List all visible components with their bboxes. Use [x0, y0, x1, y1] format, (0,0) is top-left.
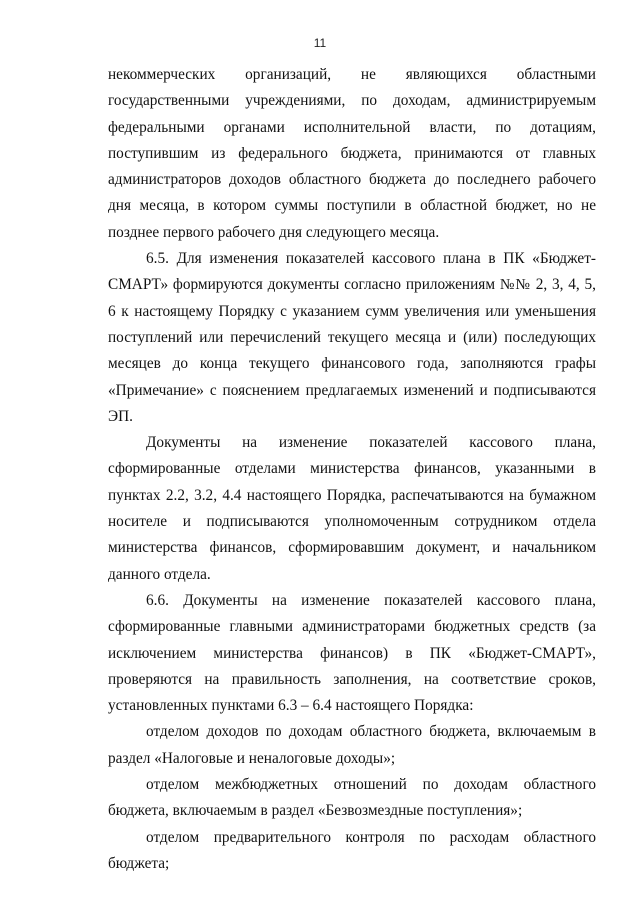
paragraph-6-6: 6.6. Документы на изменение показателей кассового плана, сформированные главными администраторами бюджетных средств (за исключением министерства финансов) в ПК «Бюджет-СМАРТ», проверяются на правильность заполнения, на соответствие сроков, установленных пунктами 6.3 – 6.4 настоящего Порядка: — [108, 591, 596, 715]
list-item-income-department: отделом доходов по доходам областного бюджета, включаемым в раздел «Налоговые и неналоговые доходы»; — [108, 723, 596, 767]
list-item-preliminary-control-department: отделом предварительного контроля по расходам областного бюджета; — [108, 828, 596, 872]
paragraph-6-5: 6.5. Для изменения показателей кассового плана в ПК «Бюджет-СМАРТ» формируются документы согласно приложениям №№ 2, 3, 4, 5, 6 к настоящему Порядку с указанием сумм увеличения или уменьшения поступлений или перечислений текущего месяца и (или) последующих месяцев до конца текущего финансового года, заполняются графы «Примечание» с пояснением предлагаемых изменений и подписываются ЭП. — [108, 250, 596, 425]
page-number: 11 — [313, 36, 327, 50]
document-body — [108, 62, 596, 877]
paragraph-documents: Документы на изменение показателей кассового плана, сформированные отделами министерства финансов, указанными в пунктах 2.2, 3.2, 4.4 настоящего Порядка, распечатываются на бумажном носителе и подписываются уполномоченным сотрудником отдела министерства финансов, сформировавшим документ, и начальником данного отдела. — [108, 434, 596, 583]
list-item-interbudget-department: отделом межбюджетных отношений по доходам областного бюджета, включаемым в раздел «Безвозмездные поступления»; — [108, 776, 596, 820]
paragraph-continuation: некоммерческих организаций, не являющихся областными государственными учреждениями, по доходам, администрируемым федеральными органами исполнительной власти, по дотациям, поступившим из федерального бюджета, принимаются от главных администраторов доходов областного бюджета до последнего рабочего дня месяца, в котором суммы поступили в областной бюджет, но не позднее первого рабочего дня следующего месяца. — [108, 66, 596, 241]
